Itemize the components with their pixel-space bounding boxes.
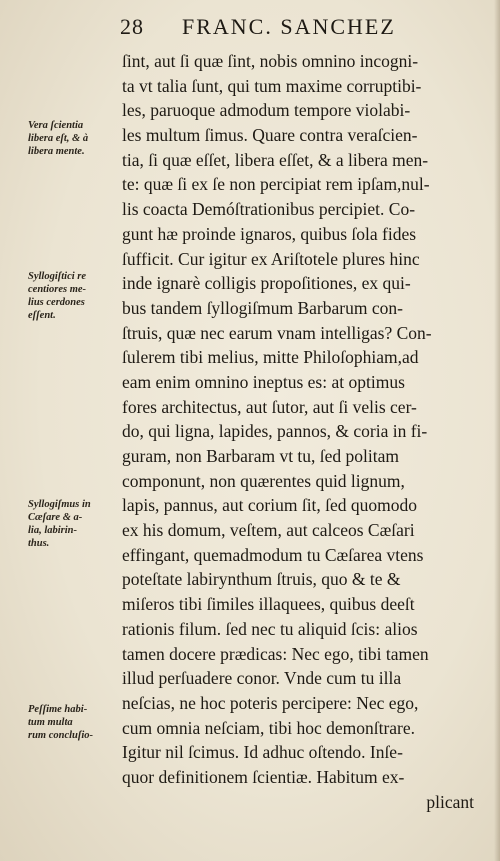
body-line: cum omnia neſciam, tibi hoc demonſtrare. xyxy=(122,717,416,738)
body-line: illud perſuadere conor. Vnde cum tu illa xyxy=(122,668,402,689)
page-header xyxy=(120,12,450,42)
body-text xyxy=(122,49,484,814)
body-line: ſint, aut ſi quæ ſint, nobis omnino incogni- xyxy=(122,51,419,71)
body-line: quor definitionem ſcientiæ. Habitum ex- xyxy=(122,766,405,787)
body-line: tia, ſi quæ eſſet, libera eſſet, & a libera men- xyxy=(122,149,429,170)
marginal-note-syllogistici xyxy=(28,270,124,322)
marginal-note-line: lius cerdones xyxy=(28,297,85,308)
body-line: gunt hæ proinde ignaros, quibus ſola fides xyxy=(122,223,417,244)
body-line: lis coacta Demóſtrationibus percipiet. Co- xyxy=(122,199,416,220)
body-line: componunt, non quærentes quid lignum, xyxy=(122,470,405,491)
marginal-note-line: Cæſare & a- xyxy=(28,512,83,523)
marginal-note-line: Syllogiſtici re xyxy=(28,271,87,282)
marginal-note-line: Vera ſcientia xyxy=(28,120,84,131)
body-line: ta vt talia ſunt, qui tum maxime corruptibi- xyxy=(122,75,422,96)
body-line: Igitur nil ſcimus. Id adhuc oſtendo. Inſe- xyxy=(122,742,403,763)
marginal-note-line: eſſent. xyxy=(28,310,56,321)
marginal-note-line: thus. xyxy=(28,538,50,549)
body-line: ſulerem tibi melius, mitte Philoſophiam,ad xyxy=(122,347,419,368)
marginal-note-line: libera mente. xyxy=(28,146,85,157)
body-line: eam enim omnino ineptus es: at optimus xyxy=(122,371,405,392)
marginal-note-pessime xyxy=(28,703,124,742)
body-line: ſufficit. Cur igitur ex Ariſtotele plures hinc xyxy=(122,248,420,269)
body-line: poteſtate labirynthum ſtruis, quo & te & xyxy=(122,569,401,590)
page-number: 28 xyxy=(120,14,144,39)
catchword: plicant xyxy=(426,791,474,812)
marginal-note-line: Peſſime habi- xyxy=(28,704,88,715)
body-line: fores architectus, aut ſutor, aut ſi velis cer- xyxy=(122,396,417,417)
marginal-note-line: centiores me- xyxy=(28,284,87,295)
body-line: ſtruis, quæ nec earum vnam intelligas? Con- xyxy=(122,322,432,343)
marginal-note-line: lia, labirin- xyxy=(28,525,78,536)
body-line: lapis, pannus, aut corium ſit, ſed quomodo xyxy=(122,495,418,516)
running-head: FRANC. SANCHEZ xyxy=(182,14,396,39)
body-line: effingant, quemadmodum tu Cæſarea vtens xyxy=(122,544,424,565)
body-line: rationis filum. ſed nec tu aliquid ſcis: alios xyxy=(122,618,418,639)
marginal-note-line: Syllogiſmus in xyxy=(28,499,91,510)
marginal-note-syllogismus xyxy=(28,498,124,550)
body-line: do, qui ligna, lapides, pannos, & coria in fi- xyxy=(122,421,428,442)
body-line: les, paruoque admodum tempore violabi- xyxy=(122,100,411,121)
body-line: les multum ſimus. Quare contra veraſcien- xyxy=(122,125,418,146)
body-line: ex his domum, veſtem, aut calceos Cæſari xyxy=(122,520,415,541)
body-line: bus tandem ſyllogiſmum Barbarum con- xyxy=(122,297,403,318)
marginal-note-vera-scientia xyxy=(28,119,124,158)
body-line: inde ignarè colligis propoſitiones, ex qui- xyxy=(122,273,411,294)
body-line: guram, non Barbaram vt tu, ſed politam xyxy=(122,446,400,466)
body-line: tamen docere prædicas: Nec ego, tibi tamen xyxy=(122,643,429,664)
marginal-note-line: libera eſt, & à xyxy=(28,133,89,144)
page-edge-shadow xyxy=(494,0,500,861)
marginal-note-line: tum multa xyxy=(28,717,73,728)
body-line: neſcias, ne hoc poteris percipere: Nec ego, xyxy=(122,692,419,713)
body-line: miſeros tibi ſimiles illaquees, quibus deeſt xyxy=(122,594,415,615)
marginal-note-line: rum concluſio- xyxy=(28,730,94,741)
body-line: te: quæ ſi ex ſe non percipiat rem ipſam,nul- xyxy=(122,174,430,195)
